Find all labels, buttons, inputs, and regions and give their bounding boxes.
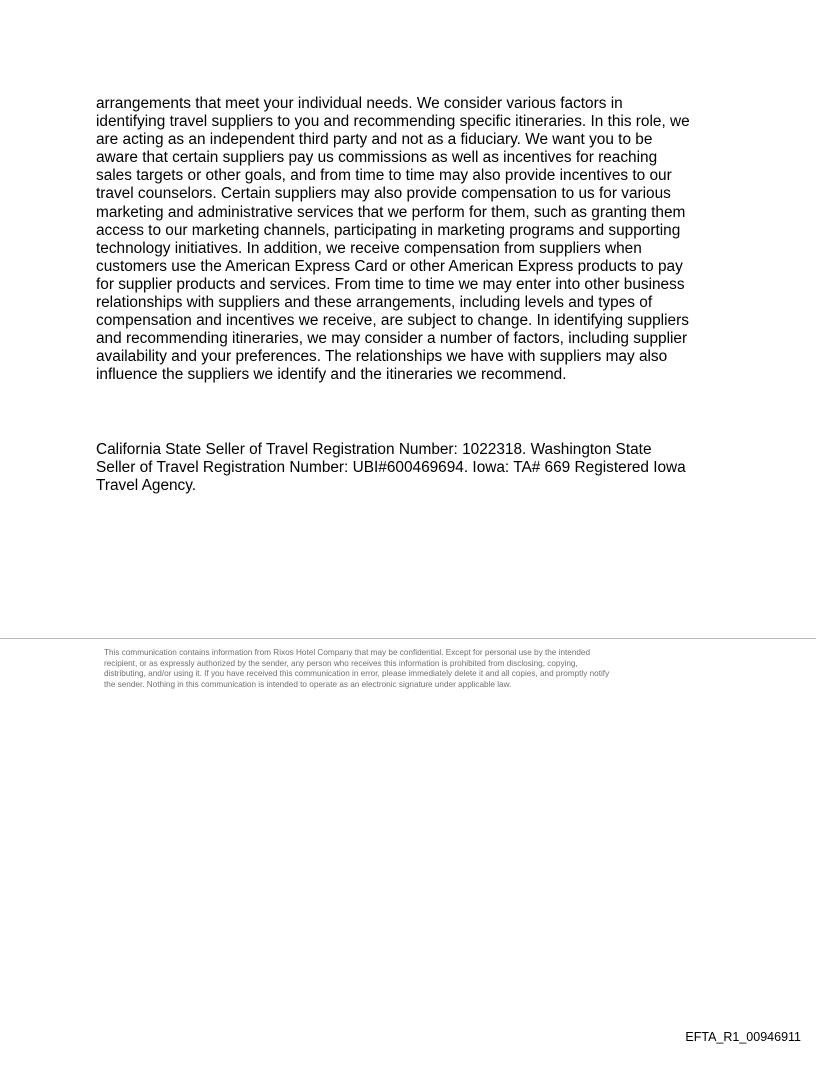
document-id-stamp: EFTA_R1_00946911 [685,1030,801,1044]
confidentiality-disclaimer: This communication contains information from Rixos Hotel Company that may be confidential. Except for personal use by the intended recipient, or as expressly authorized by the sender, any person who receives this information is prohibited from disclosing, copying, distributing, and/or using it. If you have received this communication in error, please immediately delete it and all copies, and promptly notify the sender. Nothing in this communication is intended to operate as an electronic signature under applicable law. [104,648,610,689]
body-paragraph-supplier-arrangements: arrangements that meet your individual needs. We consider various factors in identifying travel suppliers to you and recommending specific itineraries. In this role, we are acting as an independent third party and not as a fiduciary. We want you to be aware that certain suppliers pay us commissions as well as incentives for reaching sales targets or other goals, and from time to time may also provide incentives to our travel counselors. Certain suppliers may also provide compensation to us for various marketing and administrative services that we perform for them, such as granting them access to our marketing channels, participating in marketing programs and supporting technology initiatives. In addition, we receive compensation from suppliers when customers use the American Express Card or other American Express products to pay for supplier products and services. From time to time we may enter into other business relationships with suppliers and these arrangements, including levels and types of compensation and incentives we receive, are subject to change. In identifying suppliers and recommending itineraries, we may consider a number of factors, including supplier availability and your preferences. The relationships we have with suppliers may also influence the suppliers we identify and the itineraries we recommend. [96,95,690,384]
body-paragraph-registration-numbers: California State Seller of Travel Registration Number: 1022318. Washington State Seller of Travel Registration Number: UBI#600469694. Iowa: TA# 669 Registered Iowa Travel Agency. [96,441,686,495]
footer-divider [0,638,816,639]
